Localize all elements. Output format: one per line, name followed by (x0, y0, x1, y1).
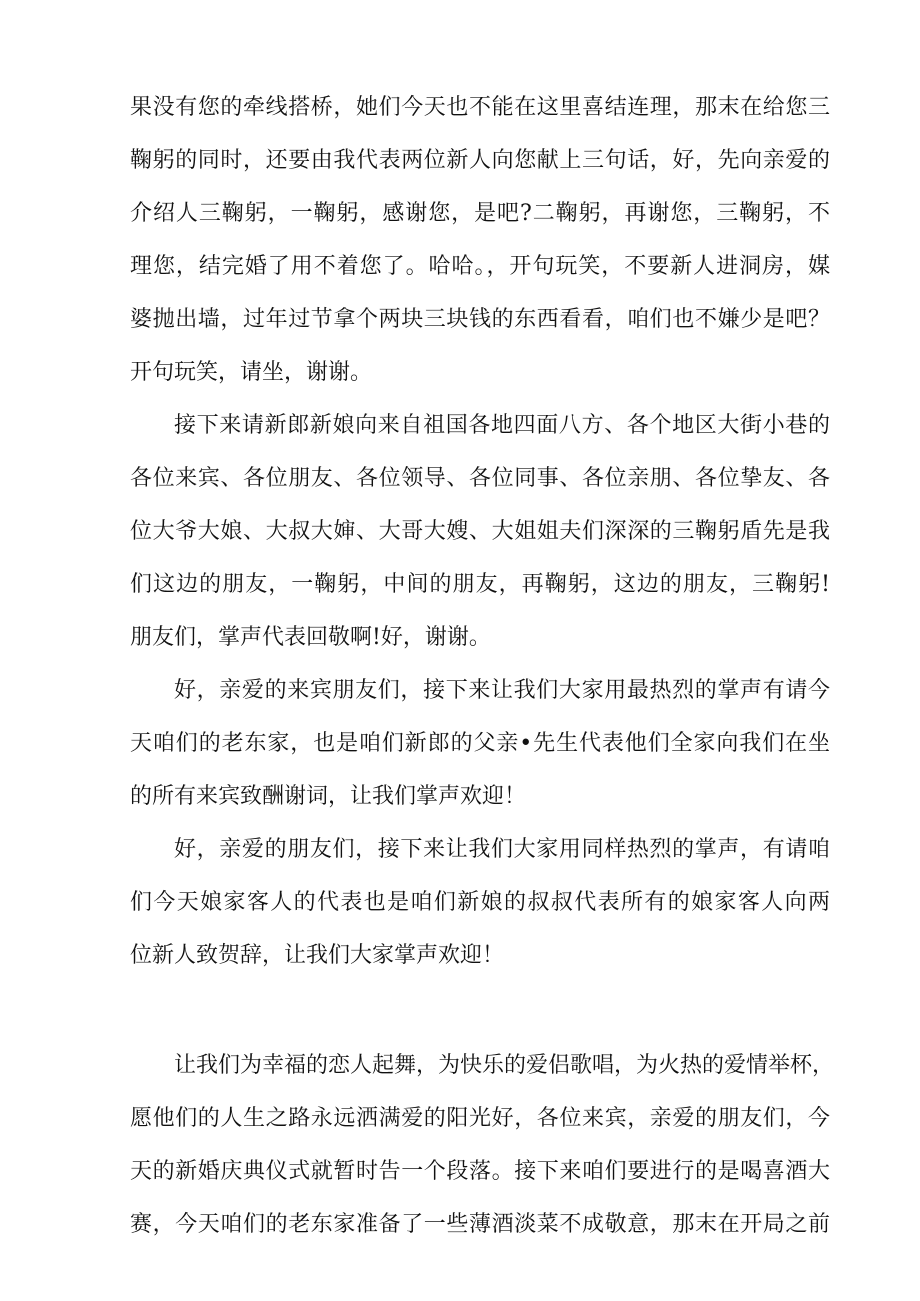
text-line: 们这边的朋友，一鞠躬，中间的朋友，再鞠躬，这边的朋友，三鞠躬! (130, 572, 830, 597)
text-line: 天的新婚庆典仪式就暂时告一个段落。接下来咱们要进行的是喝喜酒大 (130, 1159, 830, 1184)
text-line: 鞠躬的同时，还要由我代表两位新人向您献上三句话，好，先向亲爱的 (130, 148, 830, 173)
text-line: 朋友们，掌声代表回敬啊!好，谢谢。 (130, 625, 491, 650)
text-line: 开句玩笑，请坐，谢谢。 (130, 360, 373, 385)
text-line: 各位来宾、各位朋友、各位领导、各位同事、各位亲朋、各位挚友、各 (130, 466, 830, 491)
text-line: 的所有来宾致酬谢词，让我们掌声欢迎！ (130, 784, 527, 809)
text-line: 位大爷大娘、大叔大婶、大哥大嫂、大姐姐夫们深深的三鞠躬盾先是我 (130, 519, 830, 544)
text-line: 婆抛出墙，过年过节拿个两块三块钱的东西看看，咱们也不嫌少是吧？ (130, 307, 830, 332)
text-line: 天咱们的老东家，也是咱们新郎的父亲•先生代表他们全家向我们在坐 (130, 731, 830, 756)
text-line: 接下来请新郎新娘向来自祖国各地四面八方、各个地区大街小巷的 (174, 413, 830, 438)
text-line: 好，亲爱的朋友们，接下来让我们大家用同样热烈的掌声，有请咱 (174, 837, 830, 862)
text-line: 愿他们的人生之路永远洒满爱的阳光好，各位来宾，亲爱的朋友们，今 (130, 1106, 830, 1131)
text-line: 介绍人三鞠躬，一鞠躬，感谢您，是吧?二鞠躬，再谢您，三鞠躬，不 (130, 201, 830, 226)
text-line: 们今天娘家客人的代表也是咱们新娘的叔叔代表所有的娘家客人向两 (130, 890, 830, 915)
text-line: 赛，今天咱们的老东家准备了一些薄酒淡菜不成敬意，那末在开局之前 (130, 1212, 830, 1237)
text-line: 果没有您的牵线搭桥，她们今天也不能在这里喜结连理，那末在给您三 (130, 95, 830, 120)
text-line: 让我们为幸福的恋人起舞，为快乐的爱侣歌唱，为火热的爱情举杯， (174, 1053, 835, 1078)
text-line: 位新人致贺辞，让我们大家掌声欢迎！ (130, 943, 505, 968)
text-line: 理您，结完婚了用不着您了。哈哈。，开句玩笑，不要新人进洞房，媒 (130, 254, 830, 279)
text-line: 好，亲爱的来宾朋友们，接下来让我们大家用最热烈的掌声有请今 (174, 678, 830, 703)
